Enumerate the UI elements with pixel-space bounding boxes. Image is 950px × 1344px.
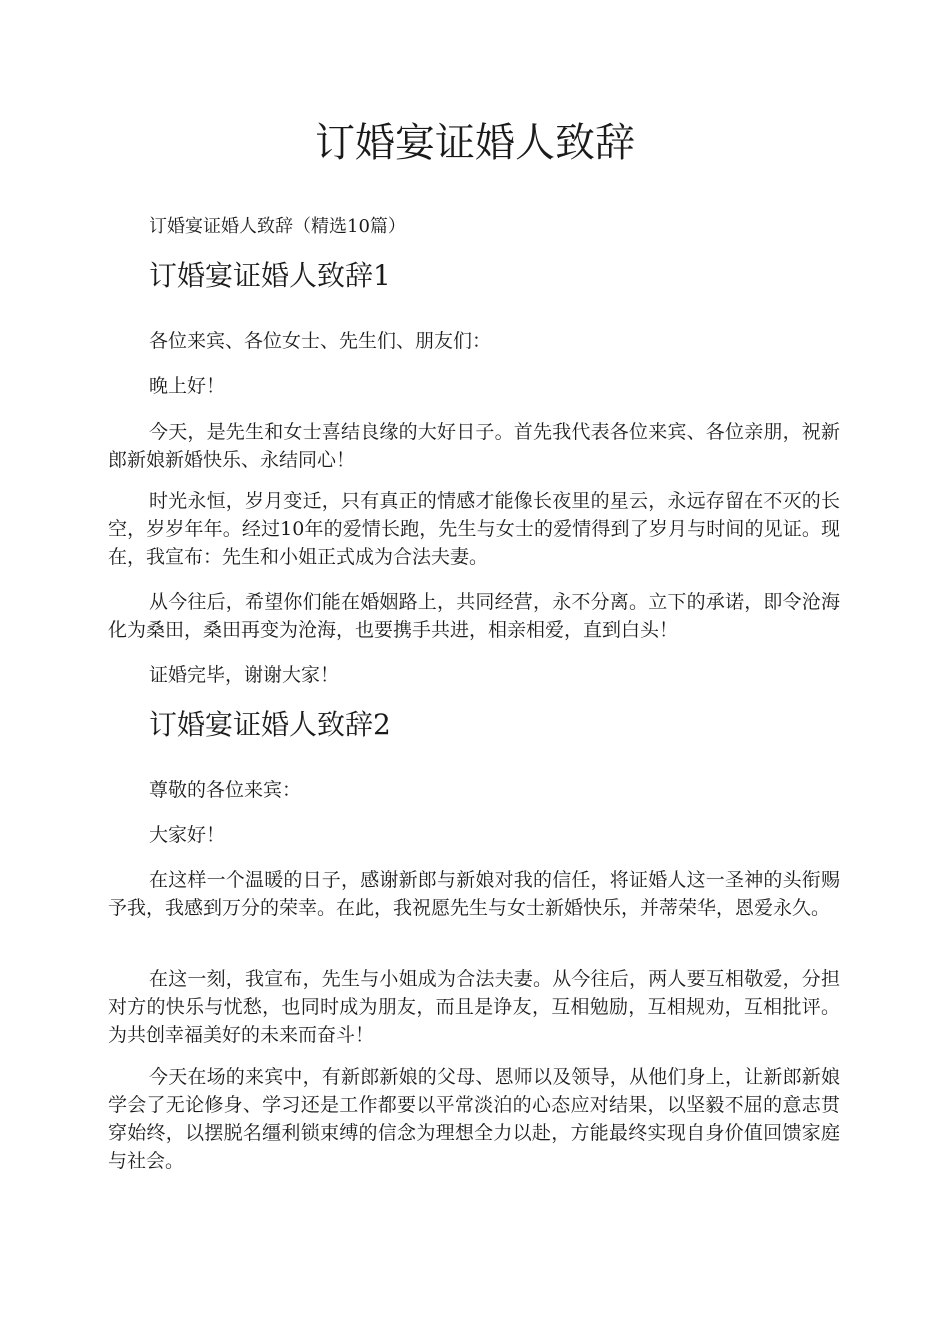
paragraph-s1-4: 时光永恒，岁月变迁，只有真正的情感才能像长夜里的星云，永远存留在不灭的长空，岁岁年年。经过10年的爱情长跑，先生与女士的爱情得到了岁月与时间的见证。现在，我宣布：先生和小姐正式成为合法夫妻。 [108,490,840,568]
paragraph-s1-1: 各位来宾、各位女士、先生们、朋友们： [149,330,492,352]
section-heading-2: 订婚宴证婚人致辞2 [149,708,391,741]
paragraph-s2-3: 在这样一个温暖的日子，感谢新郎与新娘对我的信任，将证婚人这一圣神的头衔赐予我，我感到万分的荣幸。在此，我祝愿先生与女士新婚快乐，并蒂荣华，恩爱永久。 [108,869,840,919]
document-title: 订婚宴证婚人致辞 [315,120,635,166]
paragraph-s1-6: 证婚完毕，谢谢大家！ [149,664,340,686]
paragraph-s2-5: 今天在场的来宾中，有新郎新娘的父母、恩师以及领导，从他们身上，让新郎新娘学会了无论修身、学习还是工作都要以平常淡泊的心态应对结果，以坚毅不屈的意志贯穿始终，以摆脱名缰利锁束缚的信念为理想全力以赴，方能最终实现自身价值回馈家庭与社会。 [108,1066,840,1172]
paragraph-s1-2: 晚上好！ [149,375,226,397]
document-subtitle: 订婚宴证婚人致辞（精选10篇） [149,216,406,237]
paragraph-s2-4: 在这一刻，我宣布，先生与小姐成为合法夫妻。从今往后，两人要互相敬爱，分担对方的快乐与忧愁，也同时成为朋友，而且是诤友，互相勉励，互相规劝，互相批评。为共创幸福美好的未来而奋斗！ [108,968,840,1046]
paragraph-s1-5: 从今往后，希望你们能在婚姻路上，共同经营，永不分离。立下的承诺，即令沧海化为桑田，桑田再变为沧海，也要携手共进，相亲相爱，直到白头！ [108,591,840,641]
paragraph-s2-1: 尊敬的各位来宾： [149,779,302,801]
paragraph-s2-2: 大家好！ [149,824,226,846]
section-heading-1: 订婚宴证婚人致辞1 [149,259,391,292]
paragraph-s1-3: 今天，是先生和女士喜结良缘的大好日子。首先我代表各位来宾、各位亲朋，祝新郎新娘新婚快乐、永结同心！ [108,421,840,471]
